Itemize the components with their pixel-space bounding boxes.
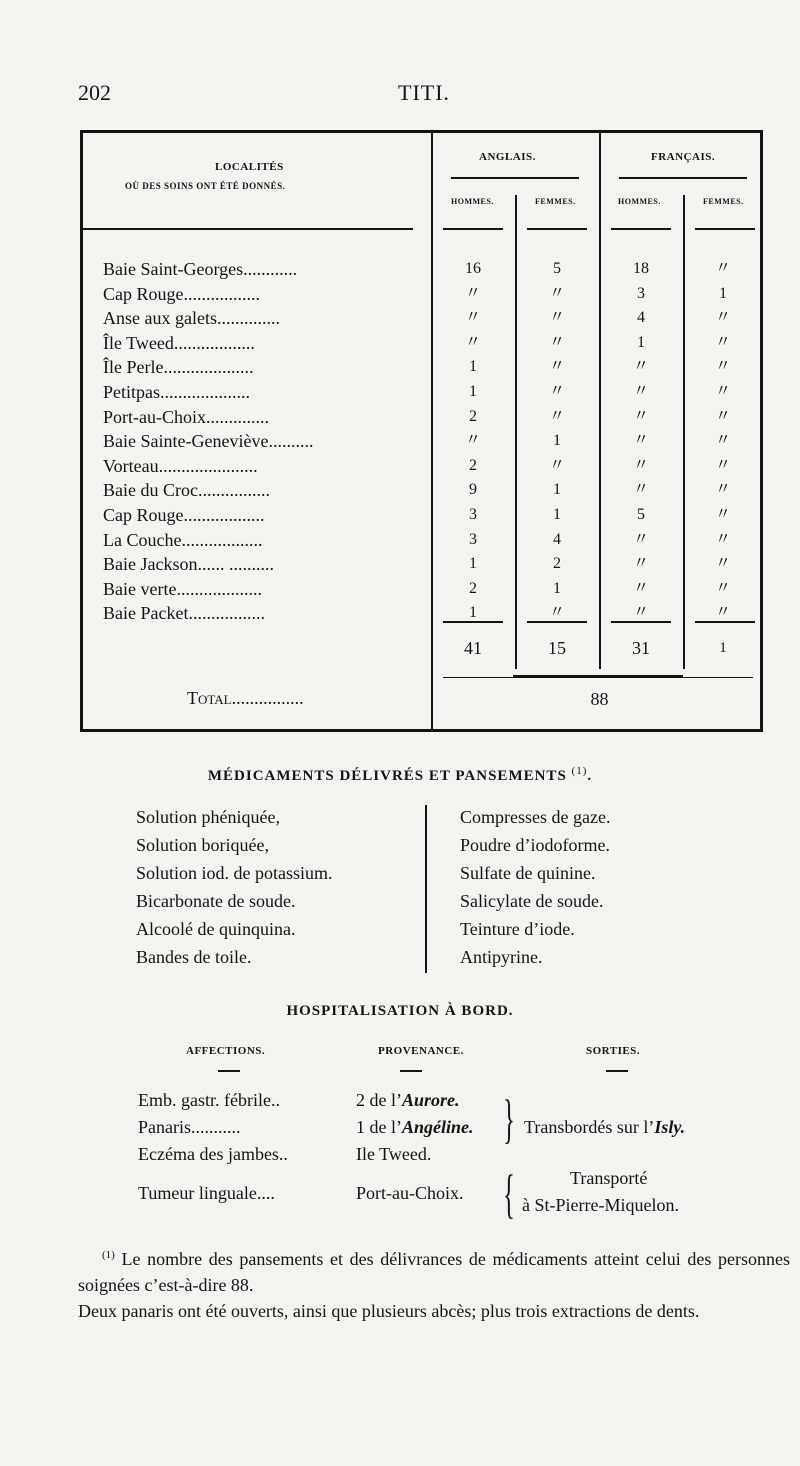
cell-anglais-hommes: 1 [469,358,477,376]
cell-anglais-femmes: 1 [553,506,561,523]
cell-anglais-femmes: 1 [553,481,561,499]
medicament-item: Alcoolé de quinquina. [136,919,296,939]
cell-anglais-femmes: 〃 [548,284,565,302]
cell-francais-hommes: 〃 [632,481,649,499]
cell-francais-femmes: 1 [719,284,727,302]
cell-anglais-hommes: 2 [469,579,477,597]
cell-francais-hommes: 〃 [632,555,649,573]
cell-francais-hommes: 〃 [632,604,649,622]
medicament-item: Teinture d’iode. [460,919,575,939]
cell-francais-femmes: 〃 [714,333,731,351]
medicaments-title: MÉDICAMENTS DÉLIVRÉS ET PANSEMENTS $^{(1)}$. [207,765,593,784]
col-header-anglais-femmes: FEMMES. [535,197,576,206]
locality-name: Baie Packet................. [103,603,265,624]
cell-francais-hommes: 〃 [632,530,649,548]
locality-name: Baie Jackson...... .......... [103,554,274,575]
col-header-francais-femmes: FEMMES. [703,197,744,206]
cell-anglais-hommes: 16 [465,260,481,277]
cell-francais-femmes: 〃 [714,579,731,597]
total-label: Total................ [187,688,304,708]
cell-francais-femmes: 〃 [714,555,731,573]
medicament-item: Salicylate de soude. [460,891,604,911]
cell-anglais-hommes: 〃 [464,432,481,450]
cell-francais-hommes: 1 [637,333,645,351]
medicaments-left-list [136,803,333,971]
cell-francais-femmes: 〃 [714,456,731,474]
provenance: 1 de l’Angéline. [356,1117,474,1137]
medicament-item: Bicarbonate de soude. [136,891,296,911]
cell-francais-femmes: 〃 [714,260,731,277]
cell-anglais-femmes: 1 [553,579,561,597]
cell-francais-femmes: 〃 [714,309,731,327]
localities-subheader: OÙ DES SOINS ONT ÉTÉ DONNÉS. [125,181,286,191]
cell-anglais-hommes: 3 [469,506,477,523]
cell-francais-hommes: 〃 [632,456,649,474]
cell-anglais-hommes: 1 [469,383,477,400]
locality-name: Anse aux galets.............. [103,308,280,329]
cell-anglais-hommes: 〃 [464,333,481,351]
cell-francais-hommes: 3 [637,284,645,302]
cell-anglais-hommes: 2 [469,407,477,425]
col-header-francais-hommes: HOMMES. [618,197,661,206]
cell-anglais-hommes: 2 [469,456,477,474]
provenance: Port-au-Choix. [356,1183,464,1203]
header-provenance: PROVENANCE. [378,1045,464,1057]
cell-anglais-hommes: 〃 [464,284,481,302]
subtotal-anglais-femmes: 15 [548,638,566,658]
locality-name: Île Perle.................... [103,357,254,378]
localities-table [80,130,763,732]
cell-anglais-femmes: 4 [553,530,561,548]
affection-name: Tumeur linguale.... [138,1183,275,1203]
locality-name: Baie verte................... [103,578,262,599]
group-header-anglais: ANGLAIS. [479,151,536,163]
sortie-transporte-line1: Transporté [570,1168,648,1188]
locality-name: Baie Sainte-Geneviève.......... [103,431,314,452]
footnote-1: $^{(1)}$ Le nombre des pansements et des délivrances de médicaments atteint celui des personnes soignées c’est-à-dire 88. [78,1249,790,1295]
cell-francais-femmes: 〃 [714,407,731,425]
cell-anglais-femmes: 〃 [548,407,565,425]
cell-francais-femmes: 〃 [714,530,731,548]
cell-francais-hommes: 〃 [632,579,649,597]
cell-anglais-femmes: 〃 [548,604,565,622]
subtotal-francais-hommes: 31 [632,638,650,658]
provenance: Ile Tweed. [356,1144,432,1164]
cell-anglais-femmes: 〃 [548,358,565,376]
running-title: TITI. [398,80,451,105]
cell-francais-femmes: 〃 [714,383,731,400]
cell-francais-femmes: 〃 [714,506,731,523]
cell-anglais-femmes: 1 [553,432,561,450]
cell-francais-hommes: 4 [637,309,645,327]
cell-francais-hommes: 〃 [632,383,649,400]
cell-francais-hommes: 18 [633,260,649,277]
locality-name: La Couche.................. [103,529,263,550]
medicament-item: Bandes de toile. [136,947,252,967]
provenance: 2 de l’Aurore. [356,1090,460,1110]
cell-anglais-femmes: 2 [553,555,561,573]
sortie-transporte-line2: à St-Pierre-Miquelon. [522,1195,679,1215]
locality-name: Vorteau...................... [103,455,258,476]
cell-francais-hommes: 〃 [632,432,649,450]
total-value: 88 [590,689,609,709]
medicament-item: Poudre d’iodoforme. [460,835,610,855]
header-sorties: SORTIES. [586,1045,641,1057]
cell-francais-femmes: 〃 [714,432,731,450]
medicament-item: Compresses de gaze. [460,807,611,827]
locality-name: Port-au-Choix.............. [103,406,269,427]
cell-francais-femmes: 〃 [714,481,731,499]
locality-name: Petitpas.................... [103,382,250,402]
cell-anglais-femmes: 〃 [548,309,565,327]
cell-francais-femmes: 〃 [714,604,731,622]
footnote-2: Deux panaris ont été ouverts, ainsi que plusieurs abcès; plus trois extractions de dents. [78,1301,700,1321]
affection-name: Panaris........... [138,1117,241,1137]
locality-name: Baie du Croc................ [103,480,270,501]
header-affections: AFFECTIONS. [186,1045,266,1057]
cell-anglais-femmes: 5 [553,260,561,277]
medicament-item: Antipyrine. [460,947,543,967]
sortie-transbordes: Transbordés sur l’Isly. [524,1117,686,1137]
cell-anglais-femmes: 〃 [548,383,565,400]
cell-anglais-hommes: 〃 [464,309,481,327]
col-header-anglais-hommes: HOMMES. [451,197,494,206]
locality-name: Baie Saint-Georges............ [103,259,298,279]
locality-name: Cap Rouge.................. [103,505,265,525]
medicament-item: Solution iod. de potassium. [136,863,333,883]
cell-francais-hommes: 〃 [632,407,649,425]
affection-name: Eczéma des jambes.. [138,1144,288,1164]
locality-name: Île Tweed.................. [103,332,255,353]
cell-anglais-femmes: 〃 [548,456,565,474]
medicament-item: Solution phéniquée, [136,807,280,827]
medicament-item: Sulfate de quinine. [460,863,596,883]
cell-anglais-hommes: 1 [469,604,477,622]
cell-anglais-hommes: 3 [469,530,477,548]
cell-francais-femmes: 〃 [714,358,731,376]
cell-anglais-hommes: 1 [469,555,477,573]
cell-francais-hommes: 〃 [632,358,649,376]
cell-anglais-hommes: 9 [469,481,477,499]
cell-anglais-femmes: 〃 [548,333,565,351]
subtotal-anglais-hommes: 41 [464,638,482,658]
group-header-francais: FRANÇAIS. [651,151,716,163]
medicaments-right-list [460,803,610,971]
cell-francais-hommes: 5 [637,506,645,523]
hospitalisation-title: HOSPITALISATION À BORD. [286,1003,514,1019]
page-number: 202 [78,80,111,105]
subtotal-francais-femmes: 1 [719,640,727,656]
localities-header: LOCALITÉS [215,161,284,173]
medicament-item: Solution boriquée, [136,835,269,855]
affection-name: Emb. gastr. fébrile.. [138,1090,280,1110]
locality-name: Cap Rouge................. [103,283,260,304]
